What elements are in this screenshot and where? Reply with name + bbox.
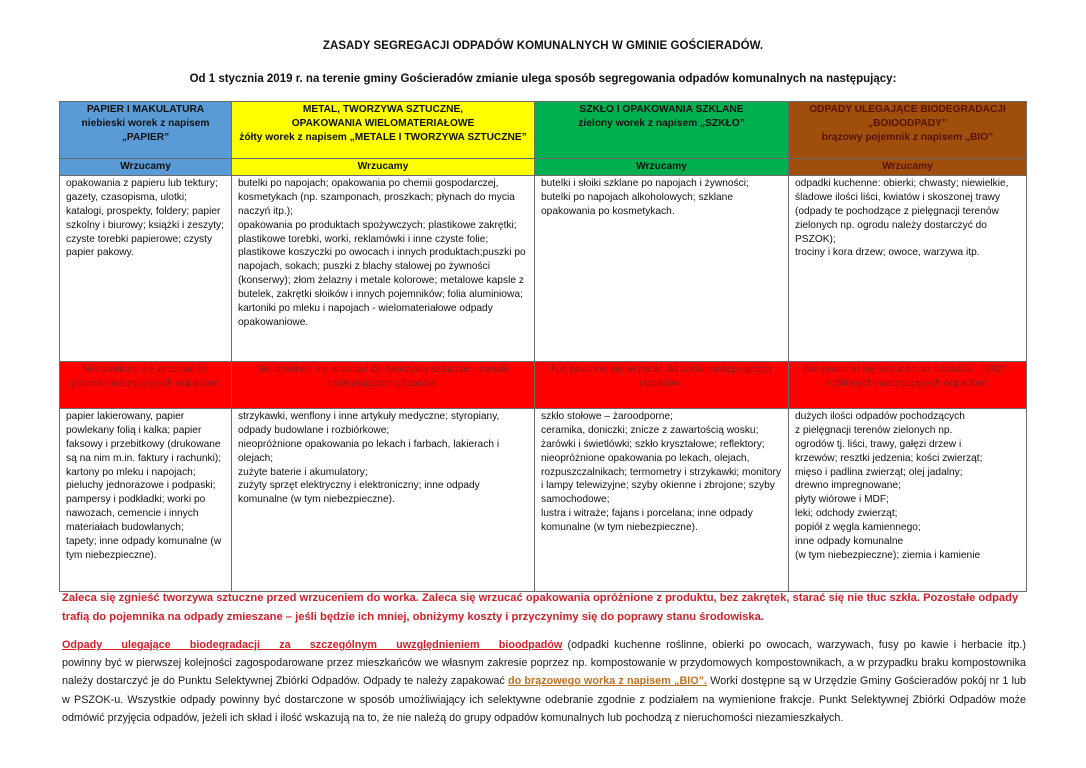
- accept-label-paper: Wrzucamy: [60, 159, 232, 176]
- header-glass-name: SZKŁO I OPAKOWANIA SZKLANE: [579, 104, 744, 115]
- accept-items-glass: butelki i słoiki szklane po napojach i żywności; butelki po napojach alkoholowych; szklane opakowania po kosmetykach.: [535, 175, 789, 361]
- reject-label-paper: Nie powinno się wrzucać do papieru następujących odpadów:: [60, 361, 232, 408]
- bio-waste-heading: Odpady ulegające biodegradacji za szczególnym uwzględnieniem bioodpadów: [62, 639, 563, 651]
- header-bio-name: ODPADY ULEGAJĄCE BIODEGRADACJI: [809, 104, 1006, 115]
- header-glass: [535, 102, 789, 159]
- header-paper-name: PAPIER I MAKULATURA: [86, 104, 205, 115]
- compaction-warning-note: Zaleca się zgnieść tworzywa sztuczne przed wrzuceniem do worka. Zaleca się wrzucać opakowania opróżnione z produktu, bez zakrętek, starać się nie tłuc szkła. Pozostałe odpady trafią do pojemnika na odpady zmieszane – jeśli będzie ich mniej, obniżymy koszty i przyczynimy się do poprawy stanu środowiska.: [62, 592, 1019, 623]
- accept-items-bio: odpadki kuchenne: obierki; chwasty; niewielkie, śladowe ilości liści, kwiatów i skoszonej trawy (odpady te pochodzące z pielęgnacji terenów zielonych np. ogrodu należy dostarczyć do PSZOK); trociny i kora drzew; owoce, warzywa itp.: [789, 175, 1027, 361]
- document-subtitle: Od 1 stycznia 2019 r. na terenie gminy Gościeradów zmianie ulega sposób segregowania odpadów komunalnych na następujący:: [189, 73, 897, 85]
- accept-label-metal-plastic: Wrzucamy: [232, 159, 535, 176]
- category-header-row: [60, 102, 1027, 159]
- brown-bag-instruction: do brązowego worka z napisem „BIO”.: [508, 675, 708, 688]
- header-paper: [60, 102, 232, 159]
- accept-items-row: [60, 175, 1027, 361]
- bio-waste-paragraph: [62, 636, 1026, 727]
- reject-items-metal-plastic: strzykawki, wenflony i inne artykuły medyczne; styropiany, odpady budowlane i rozbiórkowe; nieopróżnione opakowania po lekach i farbach, lakierach i olejach; zużyte baterie i akumulatory; zużyty sprzęt elektryczny i elektroniczny; inne odpady komunalne (w tym niebezpieczne).: [232, 408, 535, 591]
- header-metal-plastic-bag: żółty worek z napisem „METALE I TWORZYWA SZTUCZNE”: [239, 131, 527, 143]
- reject-items-glass: szkło stołowe – żaroodporne; ceramika, doniczki; znicze z zawartością wosku; żarówki i świetlówki; szkło kryształowe; reflektory; nieopróżnione opakowania po lekach, olejach, rozpuszczalnikach; termometry i strzykawki; monitory i lampy telewizyjne; szyby okienne i zbrojone; szyby samochodowe; lustra i witraże; fajans i porcelana; inne odpady komunalne (w tym niebezpieczne).: [535, 408, 789, 591]
- accept-label-bio: Wrzucamy: [789, 159, 1027, 176]
- bio-waste-text-1: (odpadki kuchenne roślinne, obierki po owocach, warzywach, fusy po kawie i herbacie itp.) powinny być w pierwszej kolejności zagospodarowane przez mieszkańców we własnym zakresie poprzez np. kompostowanie w przydomowych kompostownikach, a w przypadku braku kompostownika należy dostarczyć je do Punktu Selektywnej Zbiórki Odpadów. Odpady te należy zapakować: [62, 639, 1026, 688]
- bio-waste-text-2: Worki dostępne są w Urzędzie Gminy Gościeradów pokój nr 1 lub w PSZOK-u. Wszystkie odpady powinny być dostarczone w sposób umożliwiający ich selektywne odebranie zgodnie z podziałem na wymienione frakcje. Punkt Selektywnej Zbiórki Odpadów może odmówić przyjęcia odpadów, jeżeli ich skład i ilość wskazują na to, że nie należą do grupy odpadów komunalnych lub pochodzą z nieruchomości niezamieszkałych.: [62, 675, 1026, 724]
- reject-label-metal-plastic: Nie powinno się wrzucać do tworzywa sztuczne i metale następujących odpadów:: [232, 361, 535, 408]
- reject-label-glass: Nie powinno się wrzucać do szkła następujących odpadów:: [535, 361, 789, 408]
- header-glass-bag: zielony worek z napisem „SZKŁO”: [578, 117, 745, 129]
- header-bio: [789, 102, 1027, 159]
- header-metal-plastic: [232, 102, 535, 159]
- header-metal-plastic-name: METAL, TWORZYWA SZTUCZNE, OPAKOWANIA WIELOMATERIAŁOWE: [291, 104, 475, 129]
- reject-items-bio: dużych ilości odpadów pochodzących z pielęgnacji terenów zielonych np. ogrodów tj. liści, trawy, gałęzi drzew i krzewów; resztki jedzenia; kości zwierząt; mięso i padlina zwierząt; olej jadalny; drewno impregnowane; płyty wiórowe i MDF; leki; odchody zwierząt; popiół z węgla kamiennego; inne odpady komunalne (w tym niebezpieczne); ziemia i kamienie: [789, 408, 1027, 591]
- accept-label-row: [60, 159, 1027, 176]
- reject-label-row: [60, 361, 1027, 408]
- reject-label-bio: Nie powinno się wrzucać do odpadów „"BIO" - roślinnych następujących odpadów:: [789, 361, 1027, 408]
- header-paper-bag: niebieski worek z napisem: [81, 117, 210, 129]
- header-bio-subname: „BOIOODPADY”: [867, 117, 948, 129]
- segregation-table: [59, 101, 1027, 592]
- accept-label-glass: Wrzucamy: [535, 159, 789, 176]
- header-paper-label: „PAPIER”: [121, 131, 170, 143]
- document-title: ZASADY SEGREGACJI ODPADÓW KOMUNALNYCH W GMINIE GOŚCIERADÓW.: [322, 40, 764, 52]
- reject-items-paper: papier lakierowany, papier powlekany folią i kalka; papier faksowy i przebitkowy (drukowane są na nim m.in. faktury i rachunki); kartony po mleku i napojach; pieluchy jednorazowe i podpaski; pampersy i podkładki; worki po nawozach, cemencie i innych materiałach budowlanych; tapety; inne odpady komunalne (w tym niebezpieczne).: [60, 408, 232, 591]
- header-bio-bag: brązowy pojemnik z napisem „BIO”: [821, 131, 994, 143]
- reject-items-row: [60, 408, 1027, 591]
- accept-items-paper: opakowania z papieru lub tektury; gazety, czasopisma, ulotki; katalogi, prospekty, foldery; papier szkolny i biurowy; książki i zeszyty; czyste torebki papierowe; czysty papier pakowy.: [60, 175, 232, 361]
- accept-items-metal-plastic: butelki po napojach; opakowania po chemii gospodarczej, kosmetykach (np. szamponach, proszkach; płynach do mycia naczyń itp.); opakowania po produktach spożywczych; plastikowe zakrętki; plastikowe torebki, worki, reklamówki i inne czyste folie; plastikowe koszyczki po owocach i innych produktach;puszki po napojach, sokach; puszki z blachy stalowej po żywności (konserwy); złom żelazny i metale kolorowe; metalowe kapsle z butelek, zakrętki słoików i innych pojemników; folia aluminiowa; kartoniki po mleku i napojach - wielomateriałowe odpady opakowaniowe.: [232, 175, 535, 361]
